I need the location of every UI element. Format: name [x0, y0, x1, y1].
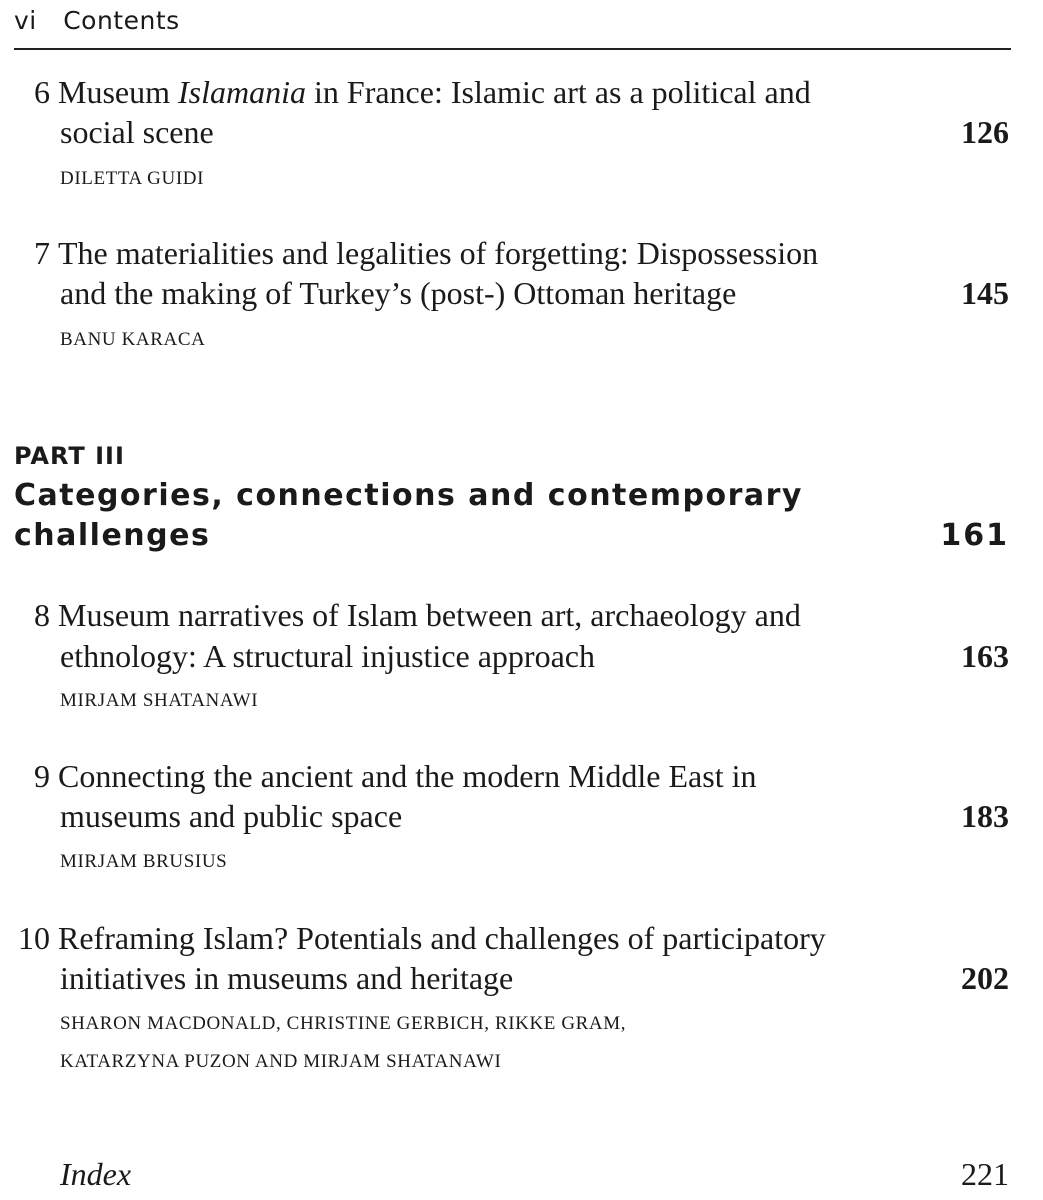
chapter-page: 183 — [961, 798, 1009, 834]
chapter-title-line-1: Museum narratives of Islam between art, archaeology and — [58, 597, 801, 633]
chapter-title-line-2: and the making of Turkey’s (post-) Ottoman heritage — [60, 275, 737, 311]
chapter-author: MIRJAM SHATANAWI — [60, 690, 259, 711]
chapter-title-line-2: museums and public space — [60, 798, 403, 834]
chapter-number: 6 — [34, 74, 50, 110]
chapter-title-line-1: The materialities and legalities of forgetting: Dispossession — [58, 235, 819, 271]
chapter-number: 8 — [34, 597, 50, 633]
index-page: 221 — [961, 1156, 1009, 1192]
part-title-line-2[interactable]: challenges — [14, 518, 211, 553]
part-label: PART III — [14, 442, 125, 470]
chapter-page: 126 — [961, 114, 1009, 150]
running-head-title: Contents — [63, 6, 180, 35]
chapter-page: 202 — [961, 960, 1009, 996]
part-title-line-1[interactable]: Categories, connections and contemporary — [14, 478, 803, 513]
chapter-author: MIRJAM BRUSIUS — [60, 851, 228, 872]
chapter-author-line-1: SHARON MACDONALD, CHRISTINE GERBICH, RIKKE GRAM, — [60, 1013, 627, 1034]
chapter-page: 163 — [961, 638, 1009, 674]
chapter-author: BANU KARACA — [60, 329, 206, 350]
chapter-title-line-2: initiatives in museums and heritage — [60, 960, 514, 996]
chapter-title-line-1: Museum Islamania in France: Islamic art as a political and — [58, 74, 811, 110]
chapter-number: 7 — [34, 235, 50, 271]
index-label[interactable]: Index — [60, 1156, 132, 1192]
header-rule — [14, 48, 1011, 50]
folio: vi — [14, 6, 37, 35]
chapter-title-line-2: social scene — [60, 114, 214, 150]
chapter-author: DILETTA GUIDI — [60, 168, 204, 189]
part-page: 161 — [940, 518, 1009, 553]
chapter-title-line-1: Connecting the ancient and the modern Middle East in — [58, 758, 757, 794]
chapter-title-line-2: ethnology: A structural injustice approach — [60, 638, 595, 674]
chapter-number: 9 — [34, 758, 50, 794]
chapter-author-line-2: KATARZYNA PUZON AND MIRJAM SHATANAWI — [60, 1051, 502, 1072]
chapter-title-line-1: Reframing Islam? Potentials and challenges of participatory — [58, 920, 826, 956]
chapter-page: 145 — [961, 275, 1009, 311]
running-head — [14, 6, 180, 35]
chapter-number: 10 — [18, 920, 50, 956]
